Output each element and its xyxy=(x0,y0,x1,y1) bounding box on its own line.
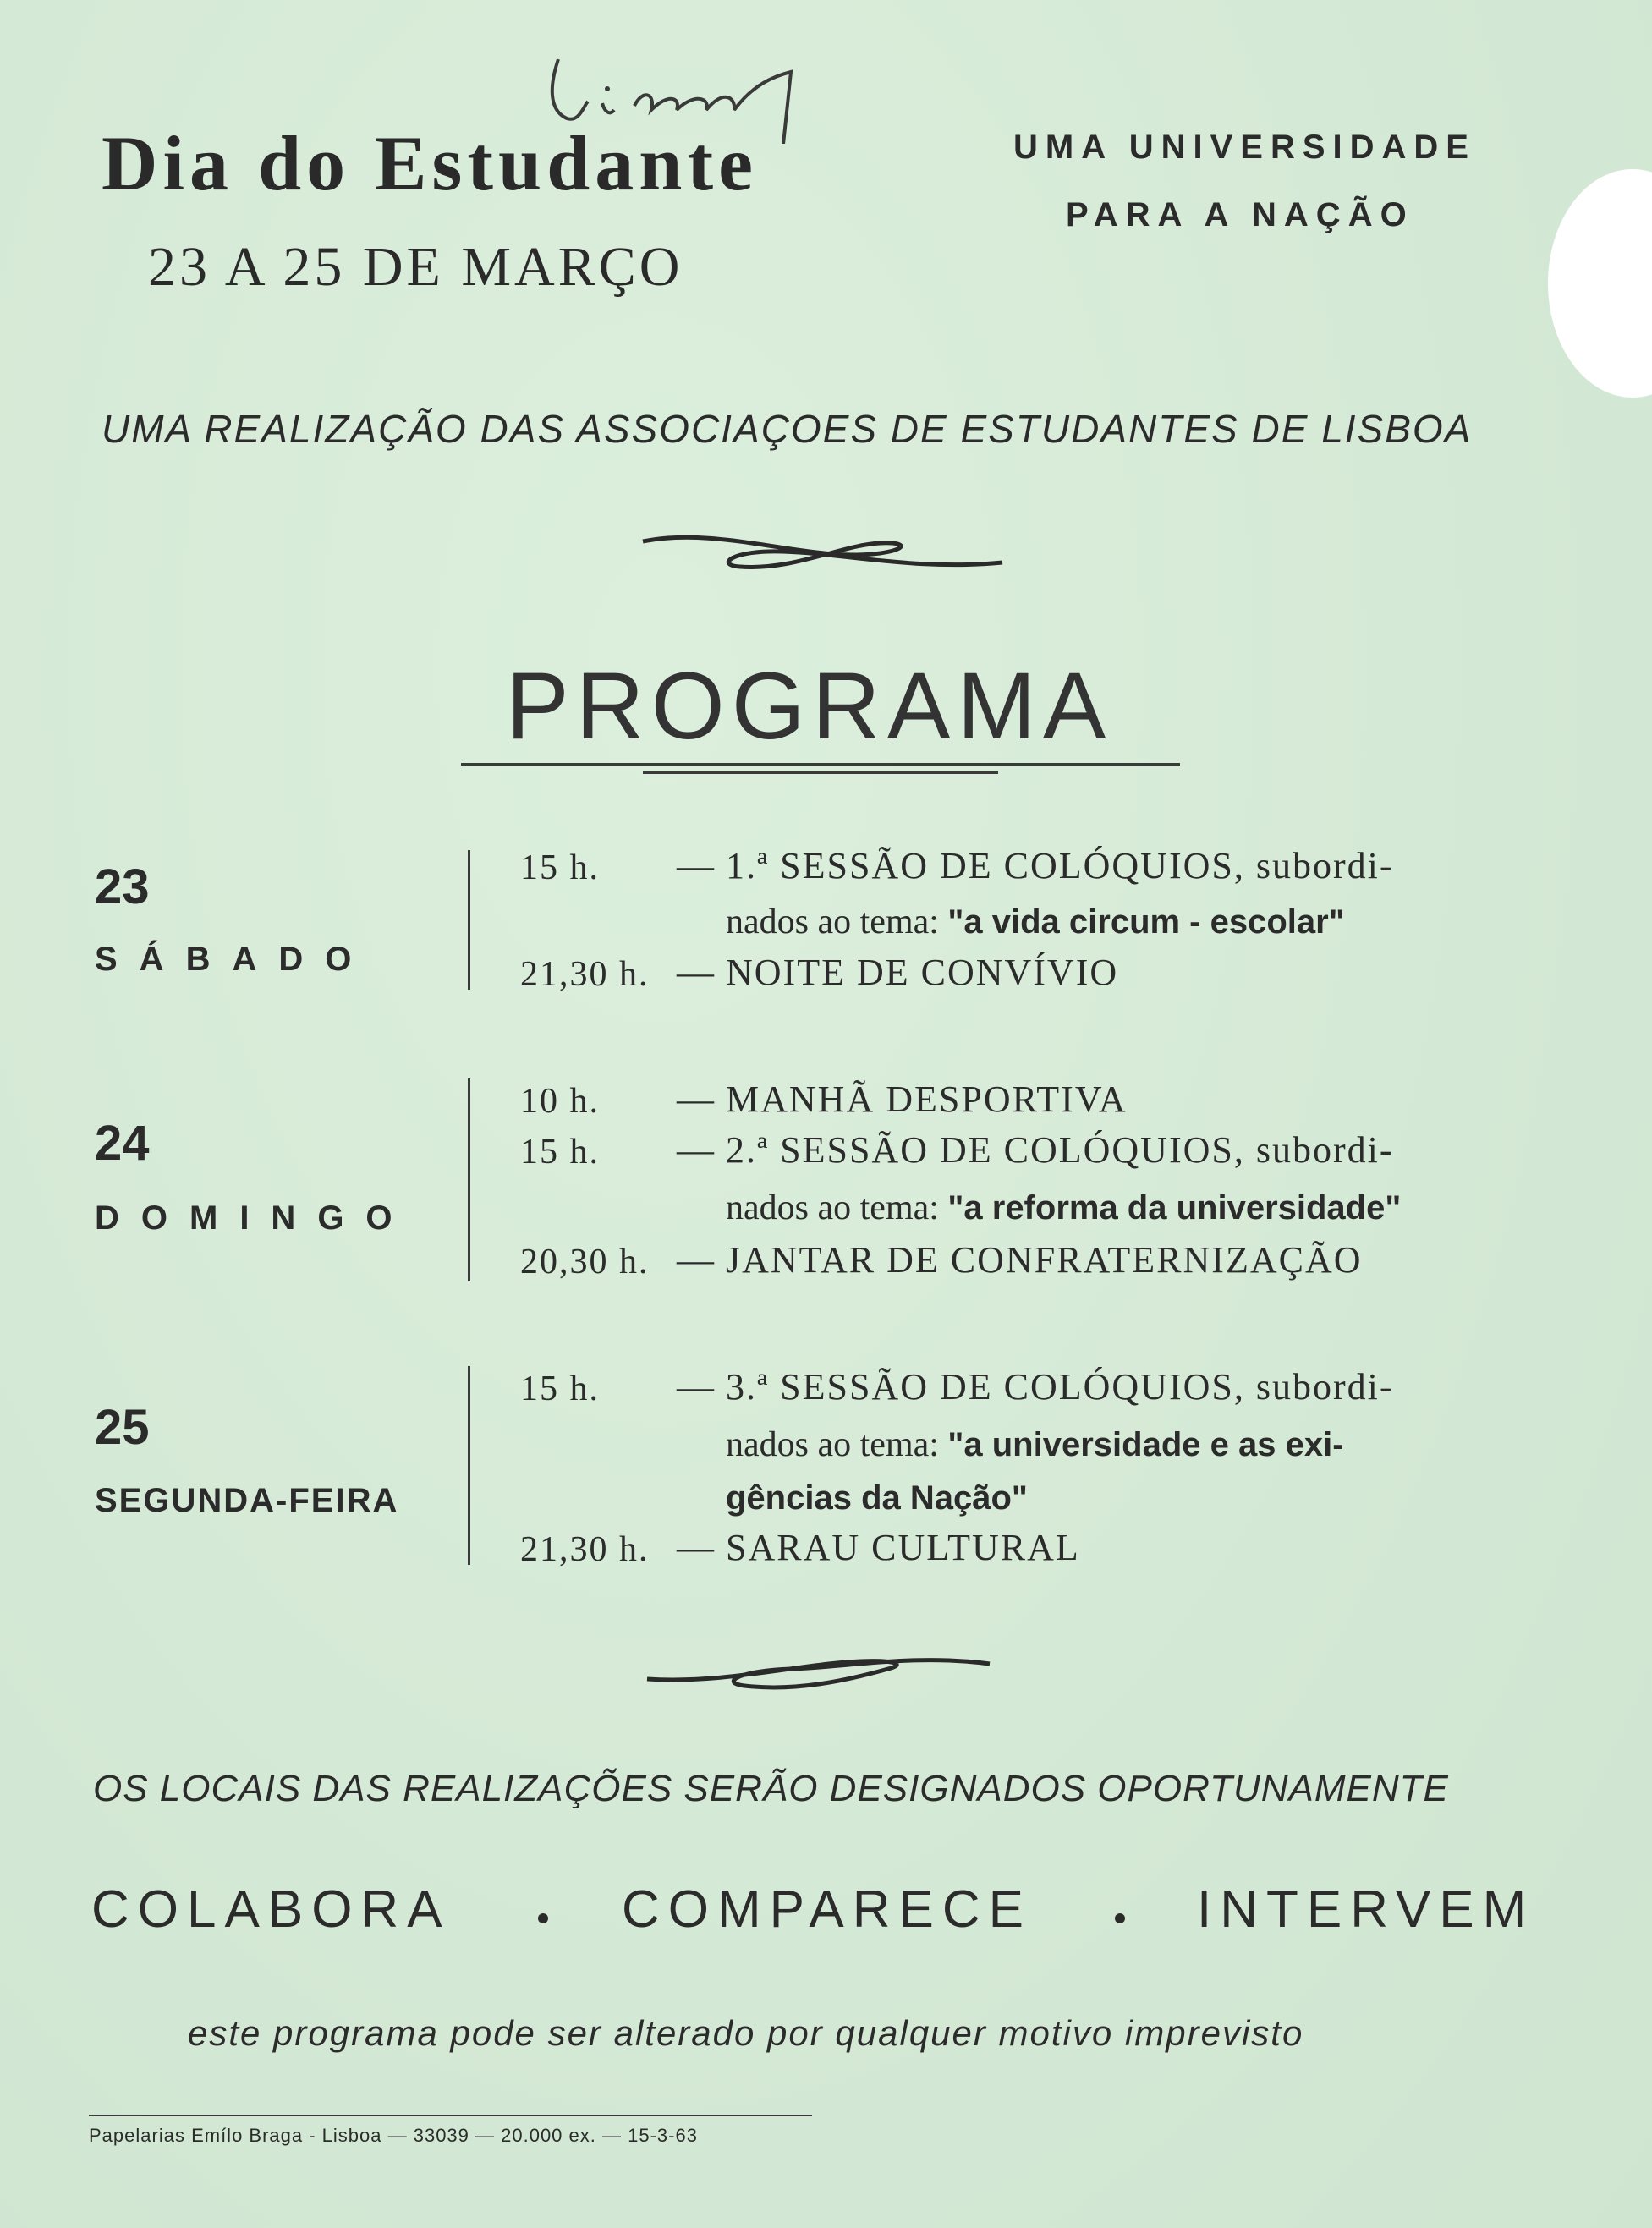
slogan-separator-dot xyxy=(538,1913,548,1923)
torn-notch xyxy=(1548,169,1652,398)
slogan-word-2: COMPARECE xyxy=(622,1880,1033,1939)
item-dash: — xyxy=(677,1366,716,1408)
day-number: 23 xyxy=(95,859,150,914)
program-underline-short xyxy=(643,771,998,774)
day-name: DOMINGO xyxy=(95,1199,414,1237)
item-topic: "a vida circum - escolar" xyxy=(947,903,1345,941)
item-event: NOITE DE CONVÍVIO xyxy=(726,952,1119,993)
item-event: 3.ª SESSÃO DE COLÓQUIOS, subordi- xyxy=(726,1366,1394,1408)
item-time: 21,30 h. xyxy=(520,1530,650,1569)
item-continuation: nados ao tema: xyxy=(726,1188,939,1227)
slogan-word-3: INTERVEM xyxy=(1197,1880,1535,1939)
item-continuation: nados ao tema: xyxy=(726,903,939,941)
item-dash: — xyxy=(677,1239,716,1281)
item-dash: — xyxy=(677,845,716,886)
item-time: 15 h. xyxy=(520,1369,600,1408)
item-event: SARAU CULTURAL xyxy=(726,1527,1080,1568)
day-bracket xyxy=(468,1366,486,1565)
item-event: JANTAR DE CONFRATERNIZAÇÃO xyxy=(726,1239,1363,1281)
item-topic-continuation: gências da Nação" xyxy=(726,1479,1028,1517)
item-event: 2.ª SESSÃO DE COLÓQUIOS, subordi- xyxy=(726,1129,1394,1171)
day-number: 24 xyxy=(95,1116,150,1171)
change-notice: este programa pode ser alterado por qualquer motivo imprevisto xyxy=(188,2013,1304,2053)
item-event: MANHÃ DESPORTIVA xyxy=(726,1078,1128,1120)
slogan-word-1: COLABORA xyxy=(91,1880,451,1939)
day-name: SEGUNDA-FEIRA xyxy=(95,1482,399,1519)
page-title: Dia do Estudante xyxy=(102,120,758,206)
organizer-line: UMA REALIZAÇÃO DAS ASSOCIAÇOES DE ESTUDANTES DE LISBOA xyxy=(102,407,1473,451)
item-continuation: nados ao tema: xyxy=(726,1425,939,1464)
flourish-ornament-bottom xyxy=(643,1645,998,1704)
program-heading: PROGRAMA xyxy=(506,653,1113,759)
program-underline xyxy=(461,763,1180,766)
printer-line: Papelarias Emílo Braga - Lisboa — 33039 — 20.000 ex. — 15-3-63 xyxy=(89,2125,698,2146)
item-time: 20,30 h. xyxy=(520,1243,650,1281)
motto-line-1: UMA UNIVERSIDADE xyxy=(1013,129,1476,166)
flourish-ornament-top xyxy=(639,524,1011,584)
day-bracket xyxy=(468,850,486,990)
item-event: 1.ª SESSÃO DE COLÓQUIOS, subordi- xyxy=(726,845,1394,886)
item-dash: — xyxy=(677,952,716,993)
event-dates: 23 A 25 DE MARÇO xyxy=(148,236,683,298)
slogan-separator-dot xyxy=(1115,1913,1125,1923)
day-number: 25 xyxy=(95,1400,150,1455)
item-time: 15 h. xyxy=(520,1133,600,1172)
item-time: 15 h. xyxy=(520,848,600,887)
item-time: 10 h. xyxy=(520,1082,600,1121)
motto-line-2: PARA A NAÇÃO xyxy=(1066,196,1414,233)
day-name: SÁBADO xyxy=(95,941,374,978)
item-dash: — xyxy=(677,1129,716,1171)
item-time: 21,30 h. xyxy=(520,955,650,994)
venues-note: OS LOCAIS DAS REALIZAÇÕES SERÃO DESIGNADOS OPORTUNAMENTE xyxy=(93,1768,1449,1809)
item-topic: "a reforma da universidade" xyxy=(947,1189,1402,1226)
item-topic: "a universidade e as exi- xyxy=(947,1426,1344,1463)
printer-rule xyxy=(89,2115,812,2116)
item-dash: — xyxy=(677,1527,716,1568)
day-bracket xyxy=(468,1078,486,1281)
item-dash: — xyxy=(677,1078,716,1120)
